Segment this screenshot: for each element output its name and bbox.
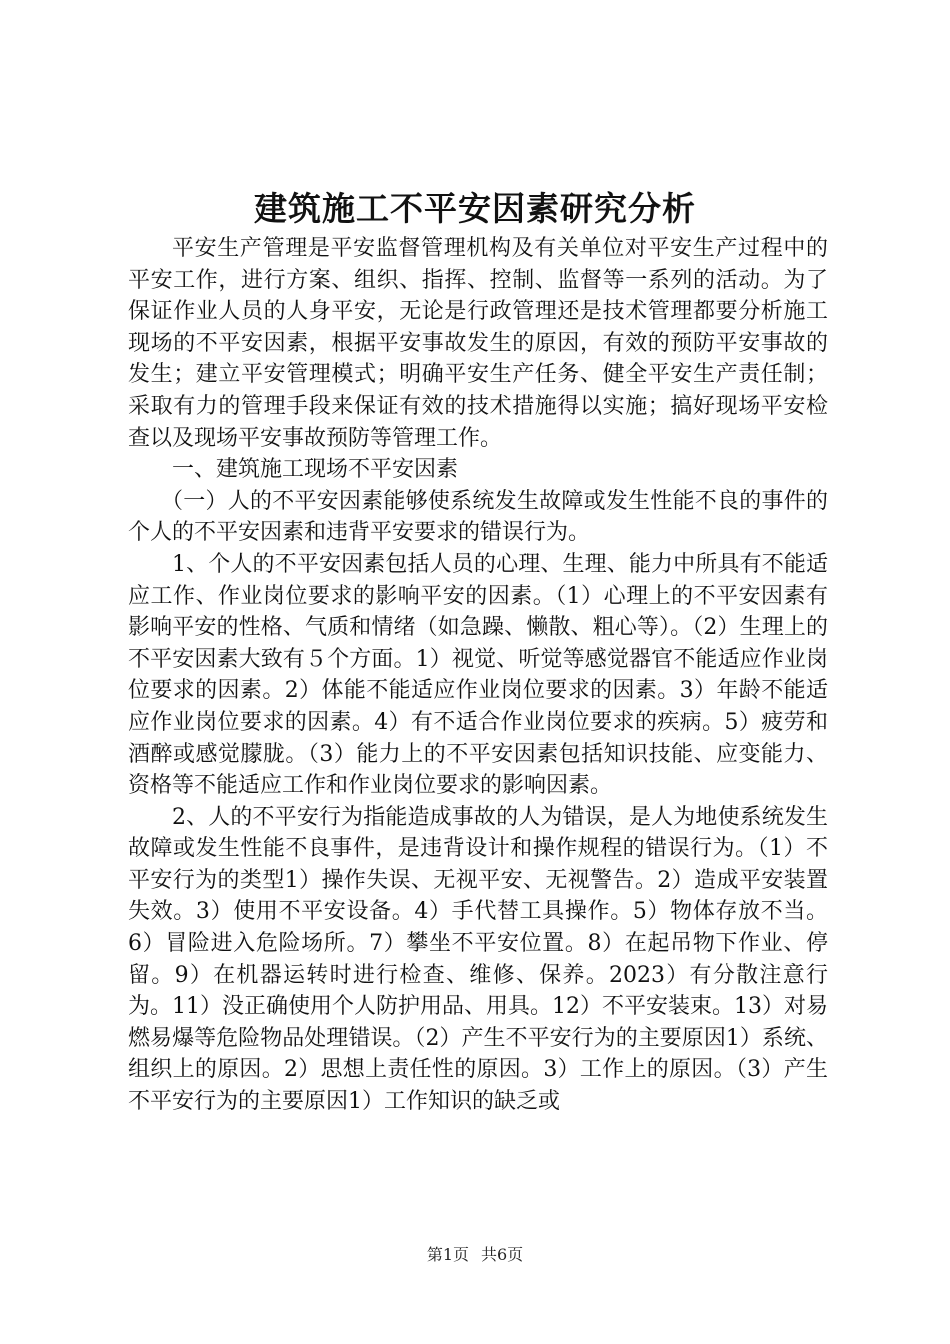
page-number: 第1页	[426, 1245, 469, 1264]
section-heading: 一、建筑施工现场不平安因素	[172, 457, 459, 483]
paragraph-unsafe-behavior: 2、人的不平安行为指能造成事故的人为错误，是人为地使系统发生故障或发生性能不良事件，是违背设计和操作规程的错误行为。（1）不平安行为的类型1）操作失误、无视平安、无视警告。2）造成平安装置失效。3）使用不平安设备。4）手代替工具操作。5）物体存放不当。6）冒险进入危险场所。7）攀坐不平安位置。8）在起吊物下作业、停留。9）在机器运转时进行检查、维修、保养。2023）有分散注意行为。11）没正确使用个人防护用品、用具。12）不平安装束。13）对易燃易爆等危险物品处理错误。（2）产生不平安行为的主要原因1）系统、组织上的原因。2）思想上责任性的原因。3）工作上的原因。（3）产生不平安行为的主要原因1）工作知识的缺乏或	[128, 804, 828, 1115]
document-title: 建筑施工不平安因素研究分析	[254, 189, 696, 228]
page-footer	[0, 1245, 950, 1265]
paragraph-personal-factors: 1、个人的不平安因素包括人员的心理、生理、能力中所具有不能适应工作、作业岗位要求的影响平安的因素。（1）心理上的不平安因素有影响平安的性格、气质和情绪（如急躁、懒散、粗心等）。（2）生理上的不平安因素大致有５个方面。1）视觉、听觉等感觉器官不能适应作业岗位要求的因素。2）体能不能适应作业岗位要求的因素。3）年龄不能适应作业岗位要求的因素。4）有不适合作业岗位要求的疾病。5）疲劳和酒醉或感觉朦胧。（3）能力上的不平安因素包括知识技能、应变能力、资格等不能适应工作和作业岗位要求的影响因素。	[128, 551, 828, 799]
document-body	[128, 233, 828, 1118]
page-total: 共6页	[481, 1245, 524, 1264]
subsection-heading: （一）人的不平安因素能够使系统发生故障或发生性能不良的事件的个人的不平安因素和违背平安要求的错误行为。	[128, 488, 828, 546]
paragraph-intro: 平安生产管理是平安监督管理机构及有关单位对平安生产过程中的平安工作，进行方案、组织、指挥、控制、监督等一系列的活动。为了保证作业人员的人身平安，无论是行政管理还是技术管理都要分析施工现场的不平安因素，根据平安事故发生的原因，有效的预防平安事故的发生；建立平安管理模式；明确平安生产任务、健全平安生产责任制；采取有力的管理手段来保证有效的技术措施得以实施；搞好现场平安检查以及现场平安事故预防等管理工作。	[128, 236, 828, 451]
